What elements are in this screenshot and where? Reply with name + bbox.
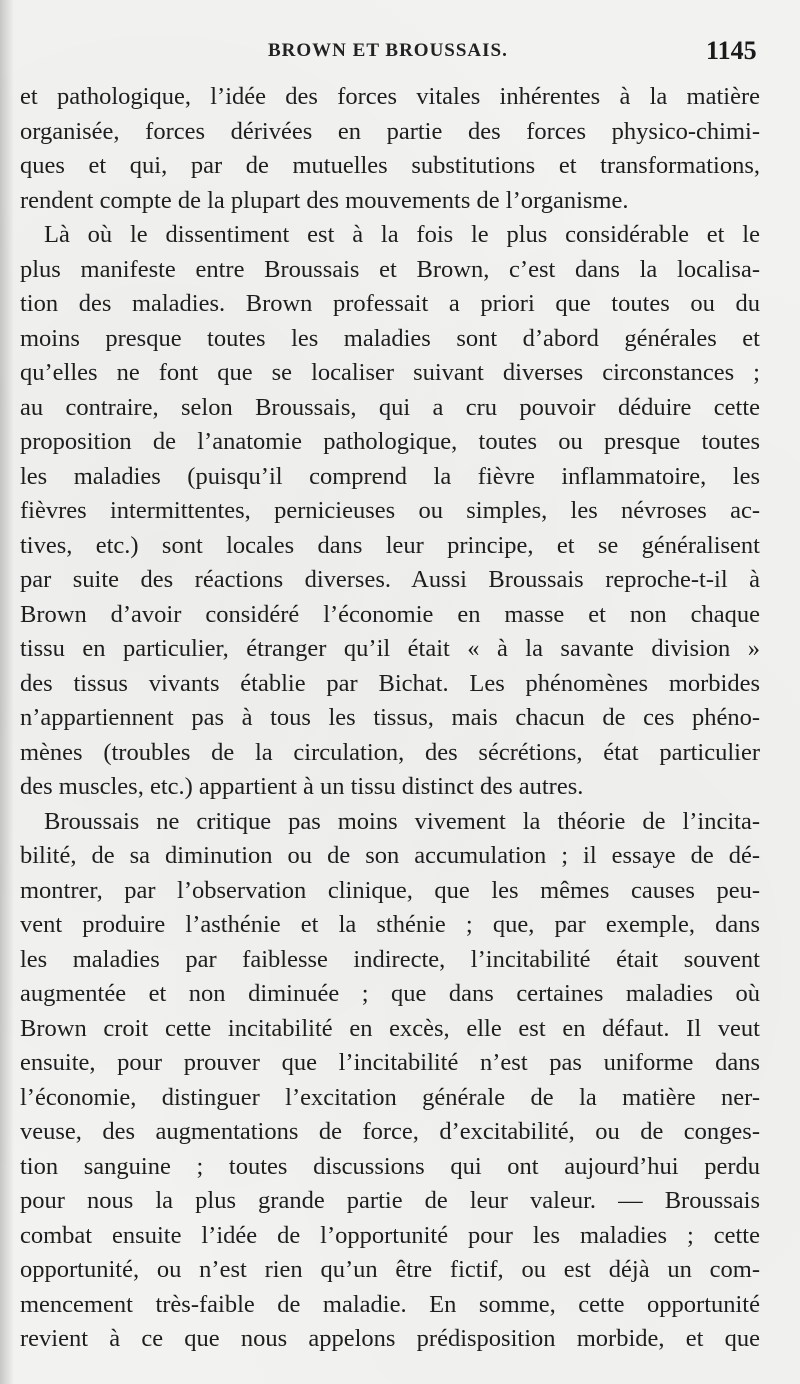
text-line: par suite des réactions diverses. Aussi Broussais reproche-t-il à: [20, 566, 760, 593]
text-line: tion sanguine ; toutes discussions qui ont aujourd’hui perdu: [20, 1152, 760, 1180]
text-line: tion des maladies. Brown professait a priori que toutes ou du: [20, 290, 760, 317]
text-line: ques et qui, par de mutuelles substitutions et transformations,: [20, 152, 760, 179]
text-line: combat ensuite l’idée de l’opportunité pour les maladies ; cette: [20, 1221, 760, 1249]
text-line: montrer, par l’observation clinique, que les mêmes causes peu-: [20, 876, 760, 904]
text-line: vent produire l’asthénie et la sthénie ; que, par exemple, dans: [20, 911, 760, 938]
text-line: plus manifeste entre Broussais et Brown, c’est dans la localisa-: [20, 255, 760, 283]
text-line: Là où le dissentiment est à la fois le plus considérable et le: [44, 221, 760, 248]
text-line: organisée, forces dérivées en partie des forces physico-chimi-: [20, 117, 760, 145]
text-line: bilité, de sa diminution ou de son accumulation ; il essaye de dé-: [20, 842, 760, 869]
text-line: Brown d’avoir considéré l’économie en masse et non chaque: [20, 600, 760, 628]
text-line: augmentée et non diminuée ; que dans certaines maladies où: [20, 980, 760, 1007]
text-line: l’économie, distinguer l’excitation générale de la matière ner-: [20, 1083, 760, 1111]
text-line: mencement très-faible de maladie. En somme, cette opportunité: [20, 1290, 760, 1318]
text-line: veuse, des augmentations de force, d’excitabilité, ou de conges-: [20, 1118, 760, 1145]
text-line: n’appartiennent pas à tous les tissus, mais chacun de ces phéno-: [20, 704, 760, 731]
text-line: tives, etc.) sont locales dans leur principe, et se généralisent: [20, 531, 760, 559]
text-line: au contraire, selon Broussais, qui a cru pouvoir déduire cette: [20, 393, 760, 421]
text-line: des muscles, etc.) appartient à un tissu distinct des autres.: [20, 773, 584, 800]
body-text: [20, 80, 760, 1357]
page-number: 1145: [706, 36, 757, 65]
text-line: fièvres intermittentes, pernicieuses ou simples, les névroses ac-: [20, 497, 760, 524]
text-line: des tissus vivants établie par Bichat. Les phénomènes morbides: [20, 669, 760, 697]
text-line: pour nous la plus grande partie de leur valeur. — Broussais: [20, 1187, 760, 1214]
running-head: BROWN ET BROUSSAIS.: [268, 40, 508, 61]
text-line: les maladies (puisqu’il comprend la fièvre inflammatoire, les: [20, 462, 760, 490]
text-line: proposition de l’anatomie pathologique, toutes ou presque toutes: [20, 428, 760, 455]
text-line: opportunité, ou n’est rien qu’un être fictif, ou est déjà un com-: [20, 1256, 760, 1283]
text-line: mènes (troubles de la circulation, des sécrétions, état particulier: [20, 738, 760, 766]
text-line: ensuite, pour prouver que l’incitabilité n’est pas uniforme dans: [20, 1049, 760, 1076]
binding-gutter-shadow: [0, 0, 14, 1384]
text-line: Brown croit cette incitabilité en excès, elle est en défaut. Il veut: [20, 1014, 760, 1042]
text-line: rendent compte de la plupart des mouvements de l’organisme.: [20, 186, 629, 214]
text-line: revient à ce que nous appelons prédisposition morbide, et que: [20, 1325, 760, 1352]
text-line: Broussais ne critique pas moins vivement la théorie de l’incita-: [44, 807, 760, 835]
text-line: moins presque toutes les maladies sont d’abord générales et: [20, 324, 760, 352]
text-line: les maladies par faiblesse indirecte, l’incitabilité était souvent: [20, 945, 760, 973]
text-line: qu’elles ne font que se localiser suivant diverses circonstances ;: [20, 359, 760, 386]
text-line: et pathologique, l’idée des forces vitales inhérentes à la matière: [20, 83, 760, 110]
text-line: tissu en particulier, étranger qu’il était « à la savante division »: [20, 635, 760, 662]
